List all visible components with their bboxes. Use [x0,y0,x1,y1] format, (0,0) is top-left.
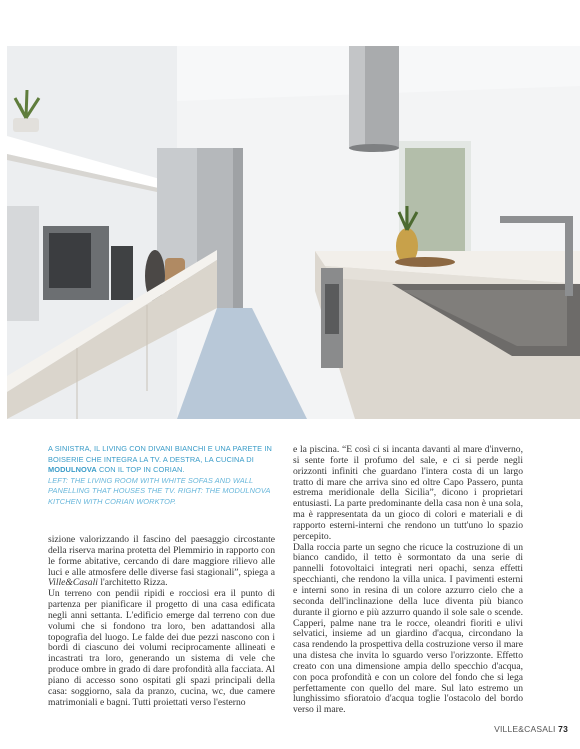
caption-brand: MODULNOVA [48,465,97,475]
right-paragraph-1: e la piscina. “E così ci si incanta davanti al mare d'inverno, si sente forte il profumo del sale, e ci si perde negli orizzonti infiniti che guardano l'intera costa di un largo tratto di mare che arriva sino ed oltre Capo Passero, punta estrema meridionale della Sicilia”, dicono i proprietari entusiasti. La parte predominante della casa non è una sola, ma è rappresentata da un gioco di colori e materiali e di rapporto esterni-interni che rendono un tutt'uno lo spazio percepito. [293,444,523,542]
left-p1-b: l'architetto Rizza. [97,577,168,589]
kitchen-illustration [7,46,580,419]
page-number: 73 [558,724,568,734]
right-paragraph-2: Dalla roccia parte un segno che ricuce la costruzione di un bianco candido, il tetto è sormontato da una serie di pannelli fotovoltaici integrati neri opachi, senza effetti specchianti, che rendono la villa unica. I pavimenti esterni e interni sono in resina di un colore azzurro cielo che a seconda dell'inclinazione della luce diventa più bianco durante il giorno e più azzurro quando il sole sale o scende. Capperi, palme nane tra le rocce, oleandri fioriti e ulivi selvatici, insieme ad un giardino d'acqua, circondano la casa rendendo la prospettiva della costruzione verso il mare una distesa che invita lo sguardo verso l'orizzonte. Effetto creato con una dimensione ampia dello specchio d'acqua, con poca profondità e con un colore del fondo che si lega perfettamente con quello del mare. Sul lato estremo un lunghissimo sfioratoio d'acqua toglie l'ostacolo del bordo verso il mare. [293,541,523,716]
magazine-name-inline: Ville&Casali [48,577,98,589]
left-paragraph-1 [48,535,275,589]
page-footer [494,724,568,734]
kitchen-photo [7,46,580,419]
footer-magazine: VILLE&CASALI [494,724,556,734]
caption-it-part2: CON IL TOP IN CORIAN. [96,465,185,475]
article-column-right [293,445,523,716]
caption-english: LEFT: THE LIVING ROOM WITH WHITE SOFAS AND WALL PANELLING THAT HOUSES THE TV. RIGHT: THE MODULNOVA KITCHEN WITH CORIAN WORKTOP. [48,475,271,506]
caption-italian [48,444,288,476]
left-p1-a: sizione valorizzando il fascino del paesaggio circostante della riserva marina protetta del Plemmirio in rapporto con le forme abitative, cercando di dare maggiore rilievo alle luci e alle atmosfere delle diverse fasi stagionali”, spiega a [48,534,275,578]
article-column-left [48,535,275,709]
left-paragraph-2: Un terreno con pendii ripidi e rocciosi era il punto di partenza per pianificare il progetto di una casa edificata negli anni settanta. L'edificio emerge dal terreno con due volumi che si fondono tra loro, ben adattandosi alla topografia del luogo. Le falde dei due pezzi nascono con i bordi di ciascuno dei volumi reciprocamente allineati e incastrati tra loro, generando un sistema di vele che produce ombre in grado di dare profondità alla facciata. Al piano di accesso sono ospitati gli spazi principali della casa: soggiorno, sala da pranzo, cucina, wc, due camere matrimoniali e bagni. Tutti proiettati verso l'esterno [48,588,275,708]
caption-it-part1: A SINISTRA, IL LIVING CON DIVANI BIANCHI E UNA PARETE IN BOISERIE CHE INTEGRA LA TV. A DESTRA, LA CUCINA DI [48,444,272,464]
photo-caption [48,444,288,508]
